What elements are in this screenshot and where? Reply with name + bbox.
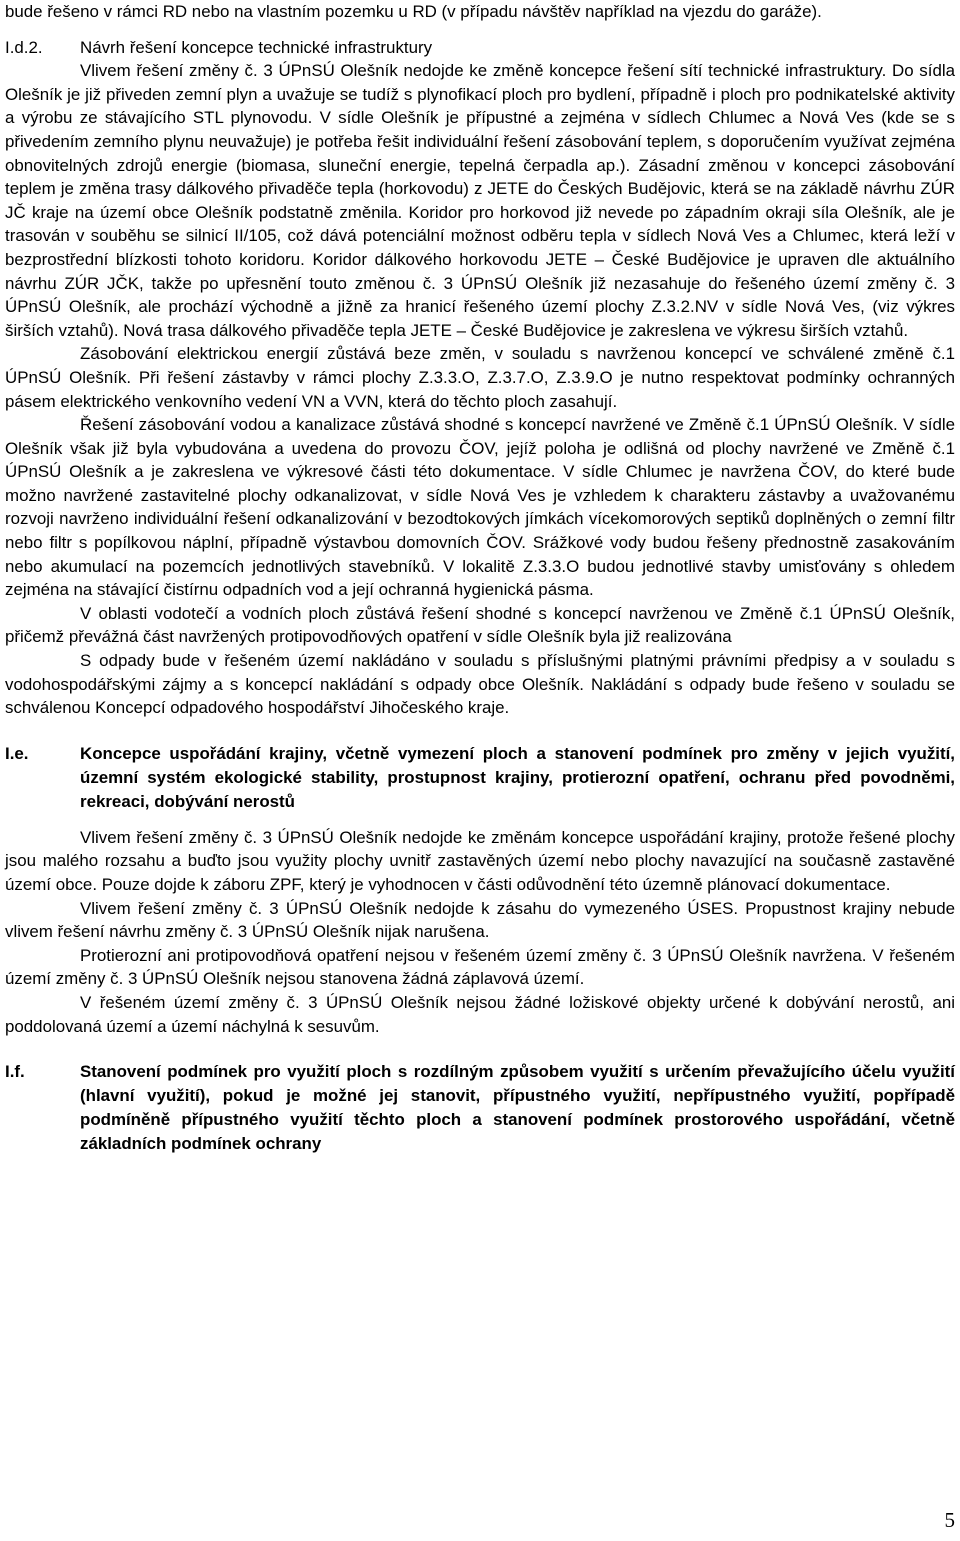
intro-paragraph: bude řešeno v rámci RD nebo na vlastním pozemku u RD (v případu návštěv například na vjezdu do garáže). <box>5 2 822 21</box>
body-paragraph: Vlivem řešení změny č. 3 ÚPnSÚ Olešník nedojde ke změnám koncepce uspořádání krajiny, protože řešené plochy jsou malého rozsahu a buďto jsou využity plochy uvnitř zastavěných území nebo plochy navazující na současně zastavěné území obce. Pouze dojde k záboru ZPF, který je vyhodnocen v části odůvodnění této územně plánovací dokumentace. <box>5 827 955 894</box>
section-heading-d2 <box>5 36 955 60</box>
section-heading-e <box>5 742 955 814</box>
body-paragraph: Zásobování elektrickou energií zůstává beze změn, v souladu s navrženou koncepcí ve schválené změně č.1 ÚPnSÚ Olešník. Při řešení zástavby v rámci plochy Z.3.3.O, Z.3.7.O, Z.3.9.O je nutno respektovat podmínky ochranných pásem elektrického venkovního vedení VN a VVN, která do těchto ploch zasahují. <box>5 344 955 411</box>
section-title: Stanovení podmínek pro využití ploch s rozdílným způsobem využití s určením převažujícího účelu využití (hlavní využití), pokud je možné jej stanovit, přípustného využití, nepřípustného využití, popřípadě podmíněně přípustného využití těchto ploch a stanovení podmínek prostorového uspořádání, včetně základních podmínek ochrany <box>80 1062 955 1154</box>
section-title: Návrh řešení koncepce technické infrastruktury <box>80 37 433 57</box>
section-number: I.e. <box>5 743 29 763</box>
section-title: Koncepce uspořádání krajiny, včetně vymezení ploch a stanovení podmínek pro změny v jejich využití, územní systém ekologické stability, prostupnost krajiny, protierozní opatření, ochranu před povodněmi, rekreaci, dobývání nerostů <box>80 743 955 811</box>
body-paragraph: V řešeném území změny č. 3 ÚPnSÚ Olešník nejsou žádné ložiskové objekty určené k dobývání nerostů, ani poddolovaná území a území náchylná k sesuvům. <box>5 992 955 1036</box>
body-paragraph: Řešení zásobování vodou a kanalizace zůstává shodné s koncepcí navržené ve Změně č.1 ÚPnSÚ Olešník. V sídle Olešník však již byla vybudována a uvedena do provozu ČOV, jejíž poloha je odlišná od plochy navržené ve Změně č.1 ÚPnSÚ Olešník a je zakreslena ve výkresové části této dokumentace. V sídle Chlumec je navržena ČOV, do které bude možno navržené zastavitelné plochy odkanalizovat, v sídle Nová Ves je vzhledem k charakteru zástavby a uvažovanému rozvoji navrženo individuální řešení odkanalizování v bezodtokových jímkách vícekomorových septiků doplněných o zemní filtr nebo filtr s popílkovou náplní, případně výstavbou domovních ČOV. Srážkové vody budou řešeny přednostně zasakováním nebo akumulací na pozemcích jednotlivých stavebníků. V lokalitě Z.3.3.O budou jednotlivé stavby umisťovány s ohledem zejména na stávající čistírnu odpadních vod a její ochranná hygienická pásma. <box>5 415 955 600</box>
body-paragraph: Vlivem řešení změny č. 3 ÚPnSÚ Olešník nedojde k zásahu do vymezeného ÚSES. Propustnost krajiny nebude vlivem řešení návrhu změny č. 3 ÚPnSÚ Olešník nijak narušena. <box>5 898 955 942</box>
page-number: 5 <box>944 1508 955 1532</box>
body-paragraph: V oblasti vodotečí a vodních ploch zůstává řešení shodné s koncepcí navrženou ve Změně č.1 ÚPnSÚ Olešník, přičemž převážná část navržených protipovodňových opatření v sídle Olešník byla již realizována <box>5 603 955 647</box>
section-heading-f <box>5 1060 955 1156</box>
document-page <box>5 0 955 1156</box>
section-number: I.f. <box>5 1062 25 1082</box>
section-number: I.d.2. <box>5 37 43 57</box>
body-paragraph: S odpady bude v řešeném území nakládáno v souladu s příslušnými platnými právními předpisy a v souladu s vodohospodářskými zájmy a s koncepcí nakládání s odpady obce Olešník. Nakládání s odpady bude řešeno v souladu se schválenou Koncepcí odpadového hospodářství Jihočeského kraje. <box>5 651 955 718</box>
body-paragraph: Vlivem řešení změny č. 3 ÚPnSÚ Olešník nedojde ke změně koncepce řešení sítí technické infrastruktury. Do sídla Olešník je již přiveden zemní plyn a uvažuje se tudíž s plynofikací ploch pro bydlení, případně i ploch pro podnikatelské aktivity a výrobu ze stávajícího STL plynovodu. V sídle Olešník je přípustné a zejména v sídlech Chlumec a Nová Ves (kde se s přivedením zemního plynu neuvažuje) je potřeba řešit individuální řešení zásobování teplem, s doporučením využívat zejména obnovitelných zdrojů energie (biomasa, sluneční energie, tepelná čerpadla ap.). Zásadní změnou v koncepci zásobování teplem je změna trasy dálkového přivaděče tepla (horkovodu) z JETE do Českých Budějovic, která se na základě návrhu ZÚR JČ kraje na území obce Olešník podstatně změnila. Koridor pro horkovod již nevede po západním okraji síla Olešník, ale je trasován v souběhu se silnicí II/105, což dává potenciální možnost odběru tepla v sídlech Nová Ves a Chlumec, která leží v bezprostřední blízkosti tohoto koridoru. Koridor dálkového horkovodu JETE – České Budějovice je upraven dle aktuálního návrhu ZÚR JČK, takže po upřesnění touto změnou č. 3 ÚPnSÚ Olešník již nezasahuje do řešeného území změny č. 3 ÚPnSÚ Olešník, ale prochází východně a jižně za hranicí řešeného území plochy Z.3.2.NV v sídle Nová Ves, (viz výkres širších vztahů). Nová trasa dálkového přivaděče tepla JETE – České Budějovice je zakreslena ve výkresu širších vztahů. <box>5 61 955 340</box>
body-paragraph: Protierozní ani protipovodňová opatření nejsou v řešeném území změny č. 3 ÚPnSÚ Olešník navržena. V řešeném území změny č. 3 ÚPnSÚ Olešník nejsou stanovena žádná záplavová území. <box>5 945 955 989</box>
